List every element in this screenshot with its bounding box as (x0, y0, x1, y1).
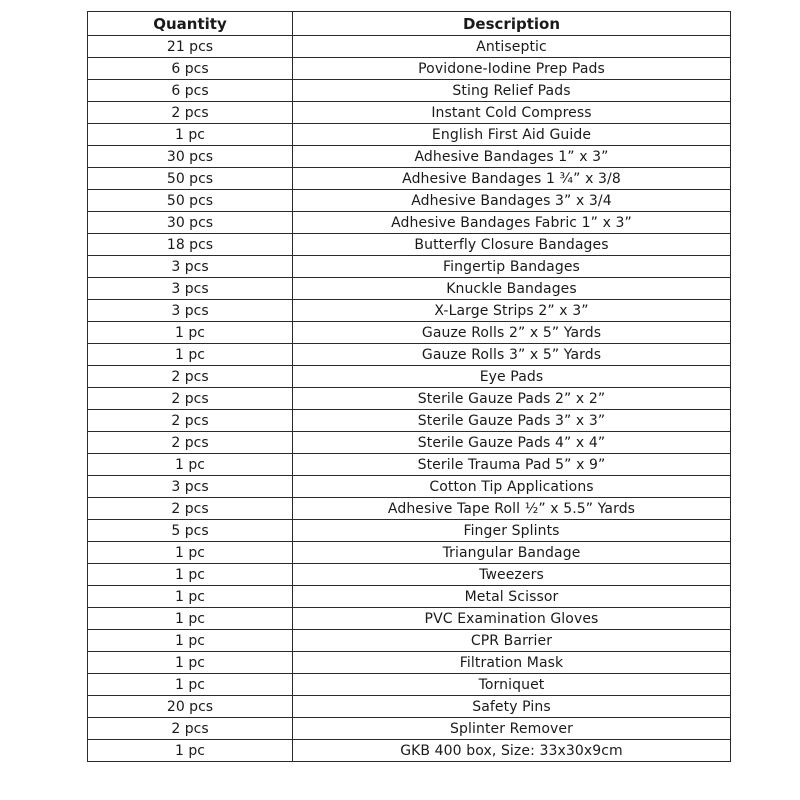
description-cell: Sting Relief Pads (293, 80, 731, 102)
quantity-cell: 1 pc (88, 630, 293, 652)
description-cell: CPR Barrier (293, 630, 731, 652)
table-row (88, 322, 731, 344)
description-cell: Knuckle Bandages (293, 278, 731, 300)
quantity-cell: 21 pcs (88, 36, 293, 58)
description-cell: Instant Cold Compress (293, 102, 731, 124)
quantity-cell: 1 pc (88, 564, 293, 586)
table-row (88, 674, 731, 696)
quantity-cell: 1 pc (88, 608, 293, 630)
description-cell: PVC Examination Gloves (293, 608, 731, 630)
quantity-cell: 1 pc (88, 454, 293, 476)
quantity-cell: 3 pcs (88, 256, 293, 278)
table-row (88, 608, 731, 630)
quantity-cell: 2 pcs (88, 102, 293, 124)
table-row (88, 36, 731, 58)
table-row (88, 256, 731, 278)
table-row (88, 520, 731, 542)
quantity-cell: 2 pcs (88, 388, 293, 410)
description-cell: Eye Pads (293, 366, 731, 388)
description-cell: GKB 400 box, Size: 33x30x9cm (293, 740, 731, 762)
table-row (88, 190, 731, 212)
table-row (88, 146, 731, 168)
quantity-cell: 1 pc (88, 344, 293, 366)
description-cell: Filtration Mask (293, 652, 731, 674)
table-row (88, 432, 731, 454)
table-row (88, 740, 731, 762)
description-cell: Adhesive Bandages 1 ¾” x 3/8 (293, 168, 731, 190)
description-cell: Sterile Gauze Pads 2” x 2” (293, 388, 731, 410)
table-row (88, 564, 731, 586)
description-cell: Sterile Gauze Pads 4” x 4” (293, 432, 731, 454)
table-row (88, 696, 731, 718)
quantity-cell: 18 pcs (88, 234, 293, 256)
description-cell: Gauze Rolls 2” x 5” Yards (293, 322, 731, 344)
table-row (88, 124, 731, 146)
quantity-cell: 3 pcs (88, 300, 293, 322)
description-cell: Splinter Remover (293, 718, 731, 740)
description-cell: Sterile Gauze Pads 3” x 3” (293, 410, 731, 432)
table-row (88, 586, 731, 608)
table-row (88, 80, 731, 102)
quantity-cell: 1 pc (88, 542, 293, 564)
description-cell: Povidone-Iodine Prep Pads (293, 58, 731, 80)
table-row (88, 498, 731, 520)
items-table-body (88, 36, 731, 762)
description-cell: Gauze Rolls 3” x 5” Yards (293, 344, 731, 366)
description-cell: Butterfly Closure Bandages (293, 234, 731, 256)
table-row (88, 630, 731, 652)
table-row (88, 300, 731, 322)
table-row (88, 652, 731, 674)
table-row (88, 718, 731, 740)
table-row (88, 542, 731, 564)
description-cell: Fingertip Bandages (293, 256, 731, 278)
table-row (88, 388, 731, 410)
description-cell: Antiseptic (293, 36, 731, 58)
quantity-cell: 1 pc (88, 674, 293, 696)
table-row (88, 168, 731, 190)
description-cell: Safety Pins (293, 696, 731, 718)
table-row (88, 410, 731, 432)
description-cell: Cotton Tip Applications (293, 476, 731, 498)
description-cell: Tweezers (293, 564, 731, 586)
description-cell: Adhesive Bandages Fabric 1” x 3” (293, 212, 731, 234)
table-row (88, 366, 731, 388)
quantity-cell: 3 pcs (88, 476, 293, 498)
quantity-cell: 2 pcs (88, 432, 293, 454)
table-header-row (88, 12, 731, 36)
table-row (88, 102, 731, 124)
quantity-cell: 50 pcs (88, 168, 293, 190)
quantity-cell: 5 pcs (88, 520, 293, 542)
description-cell: Adhesive Tape Roll ½” x 5.5” Yards (293, 498, 731, 520)
quantity-cell: 1 pc (88, 586, 293, 608)
quantity-cell: 30 pcs (88, 146, 293, 168)
description-cell: Sterile Trauma Pad 5” x 9” (293, 454, 731, 476)
table-row (88, 476, 731, 498)
table-row (88, 234, 731, 256)
table-row (88, 278, 731, 300)
description-cell: X-Large Strips 2” x 3” (293, 300, 731, 322)
quantity-cell: 2 pcs (88, 498, 293, 520)
description-cell: Finger Splints (293, 520, 731, 542)
quantity-cell: 30 pcs (88, 212, 293, 234)
quantity-cell: 3 pcs (88, 278, 293, 300)
items-sheet (87, 11, 730, 762)
quantity-cell: 2 pcs (88, 718, 293, 740)
quantity-cell: 2 pcs (88, 410, 293, 432)
quantity-cell: 50 pcs (88, 190, 293, 212)
table-row (88, 454, 731, 476)
description-cell: Triangular Bandage (293, 542, 731, 564)
quantity-cell: 1 pc (88, 322, 293, 344)
quantity-cell: 1 pc (88, 124, 293, 146)
table-row (88, 344, 731, 366)
items-table (87, 11, 731, 762)
description-column-header: Description (293, 12, 731, 36)
description-cell: Adhesive Bandages 1” x 3” (293, 146, 731, 168)
table-row (88, 212, 731, 234)
quantity-cell: 6 pcs (88, 58, 293, 80)
quantity-cell: 20 pcs (88, 696, 293, 718)
description-cell: Adhesive Bandages 3” x 3/4 (293, 190, 731, 212)
description-cell: English First Aid Guide (293, 124, 731, 146)
quantity-column-header: Quantity (88, 12, 293, 36)
quantity-cell: 1 pc (88, 740, 293, 762)
table-row (88, 58, 731, 80)
description-cell: Metal Scissor (293, 586, 731, 608)
quantity-cell: 1 pc (88, 652, 293, 674)
quantity-cell: 2 pcs (88, 366, 293, 388)
quantity-cell: 6 pcs (88, 80, 293, 102)
description-cell: Torniquet (293, 674, 731, 696)
